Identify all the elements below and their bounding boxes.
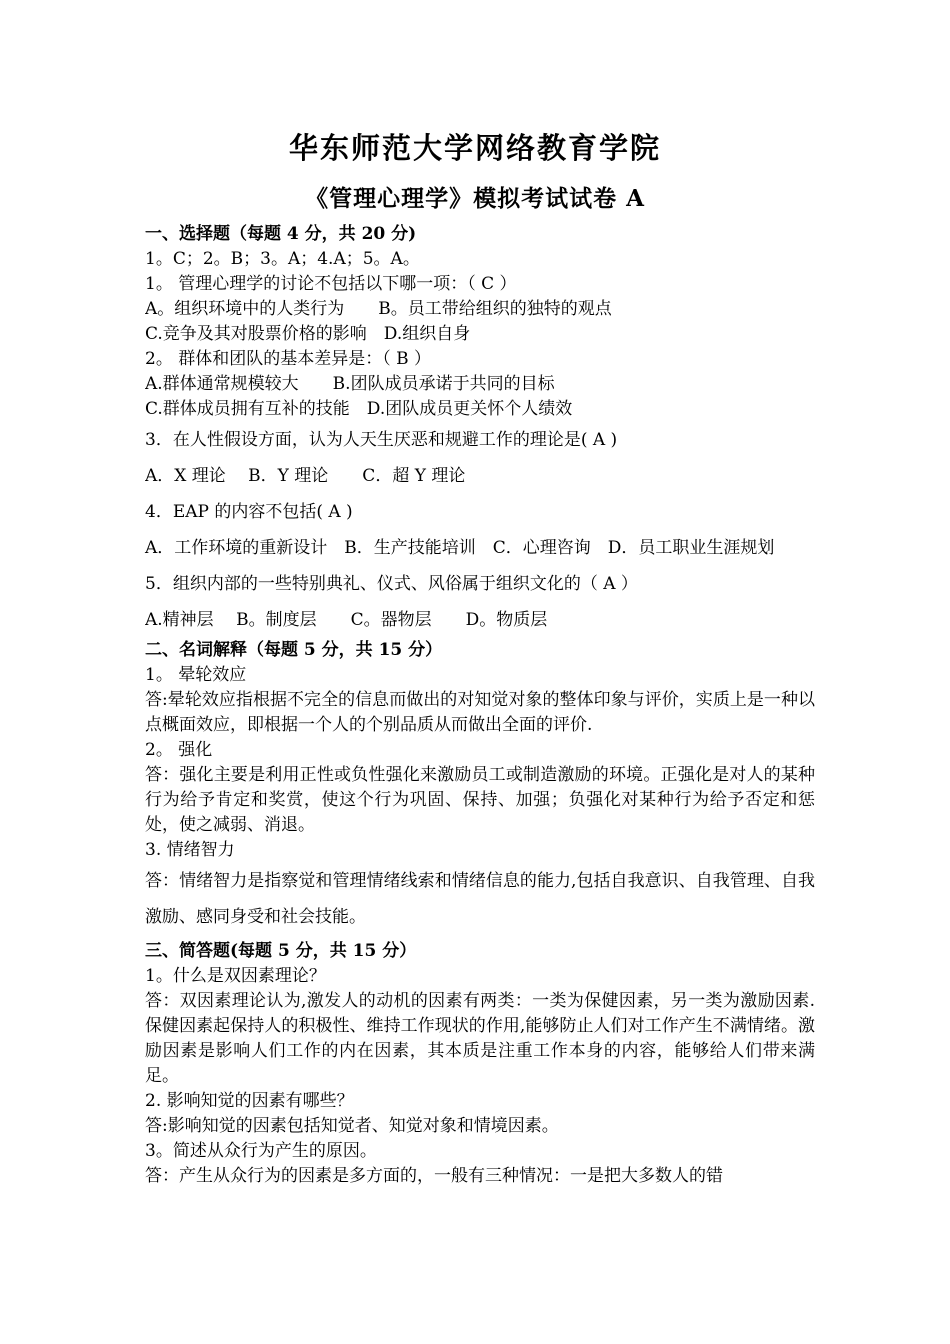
- term2-title: 2。 强化: [145, 740, 213, 760]
- short-q3: 3。简述从众行为产生的原因。: [145, 1141, 377, 1161]
- exam-content: [145, 222, 815, 1189]
- term1-title: 1。 晕轮效应: [145, 665, 247, 685]
- short-q2-answer: 答:影响知觉的因素包括知觉者、知觉对象和情境因素。: [145, 1116, 559, 1136]
- q3-options: A．X 理论 B．Y 理论 C．超 Y 理论: [145, 466, 466, 486]
- section2-heading: 二、名词解释（每题 5 分，共 15 分）: [145, 640, 443, 660]
- q2-options-line1: A.群体通常规模较大 B.团队成员承诺于共同的目标: [145, 374, 555, 394]
- term3-title: 3. 情绪智力: [145, 840, 235, 860]
- q5-options: A.精神层 B。制度层 C。器物层 D。物质层: [145, 610, 548, 630]
- short-q1-answer: 答：双因素理论认为,激发人的动机的因素有两类：一类为保健因素，另一类为激励因素. 保健因素起保持人的积极性、维持工作现状的作用,能够防止人们对工作产生不满情绪。激励因素是影响人们工作的内在因素，其本质是注重工作本身的内容，能够给人们带来满足。: [145, 991, 815, 1086]
- q4-options: A．工作环境的重新设计 B．生产技能培训 C．心理咨询 D．员工职业生涯规划: [145, 538, 775, 558]
- q2-options-line2: C.群体成员拥有互补的技能 D.团队成员更关怀个人绩效: [145, 399, 573, 419]
- q3-stem: 3．在人性假设方面，认为人天生厌恶和规避工作的理论是( A ): [145, 430, 618, 450]
- section3-heading: 三、简答题(每题 5 分，共 15 分）: [145, 941, 417, 961]
- q5-stem: 5．组织内部的一些特别典礼、仪式、风俗属于组织文化的（ A ）: [145, 574, 638, 594]
- short-q3-answer: 答：产生从众行为的因素是多方面的，一般有三种情况：一是把大多数人的错: [145, 1166, 723, 1186]
- q1-options-line1: A。组织环境中的人类行为 B。员工带给组织的独特的观点: [145, 299, 612, 319]
- short-q1: 1。什么是双因素理论？: [145, 966, 326, 986]
- q1-stem: 1。 管理心理学的讨论不包括以下哪一项：（ C ）: [145, 274, 517, 294]
- q4-stem: 4．EAP 的内容不包括( A ): [145, 502, 353, 522]
- term2-answer: 答：强化主要是利用正性或负性强化来激励员工或制造激励的环境。正强化是对人的某种行为给予肯定和奖赏，使这个行为巩固、保持、加强；负强化对某种行为给予否定和惩处，使之减弱、消退。: [145, 765, 815, 835]
- exam-title: 《管理心理学》模拟考试试卷 A: [305, 185, 645, 212]
- section1-heading: 一、选择题（每题 4 分，共 20 分): [145, 224, 417, 244]
- q2-stem: 2。 群体和团队的基本差异是：（ B ）: [145, 349, 432, 369]
- answer-key: 1。C；2。B；3。A；4.A；5。A。: [145, 249, 420, 269]
- term1-answer: 答:晕轮效应指根据不完全的信息而做出的对知觉对象的整体印象与评价，实质上是一种以点概面效应，即根据一个人的个别品质从而做出全面的评价.: [145, 690, 815, 735]
- term3-answer: 答：情绪智力是指察觉和管理情绪线索和情绪信息的能力,包括自我意识、自我管理、自我激励、感同身受和社会技能。: [145, 871, 815, 927]
- short-q2: 2. 影响知觉的因素有哪些？: [145, 1091, 354, 1111]
- q1-options-line2: C.竞争及其对股票价格的影响 D.组织自身: [145, 324, 471, 344]
- institution-title: 华东师范大学网络教育学院: [288, 131, 661, 165]
